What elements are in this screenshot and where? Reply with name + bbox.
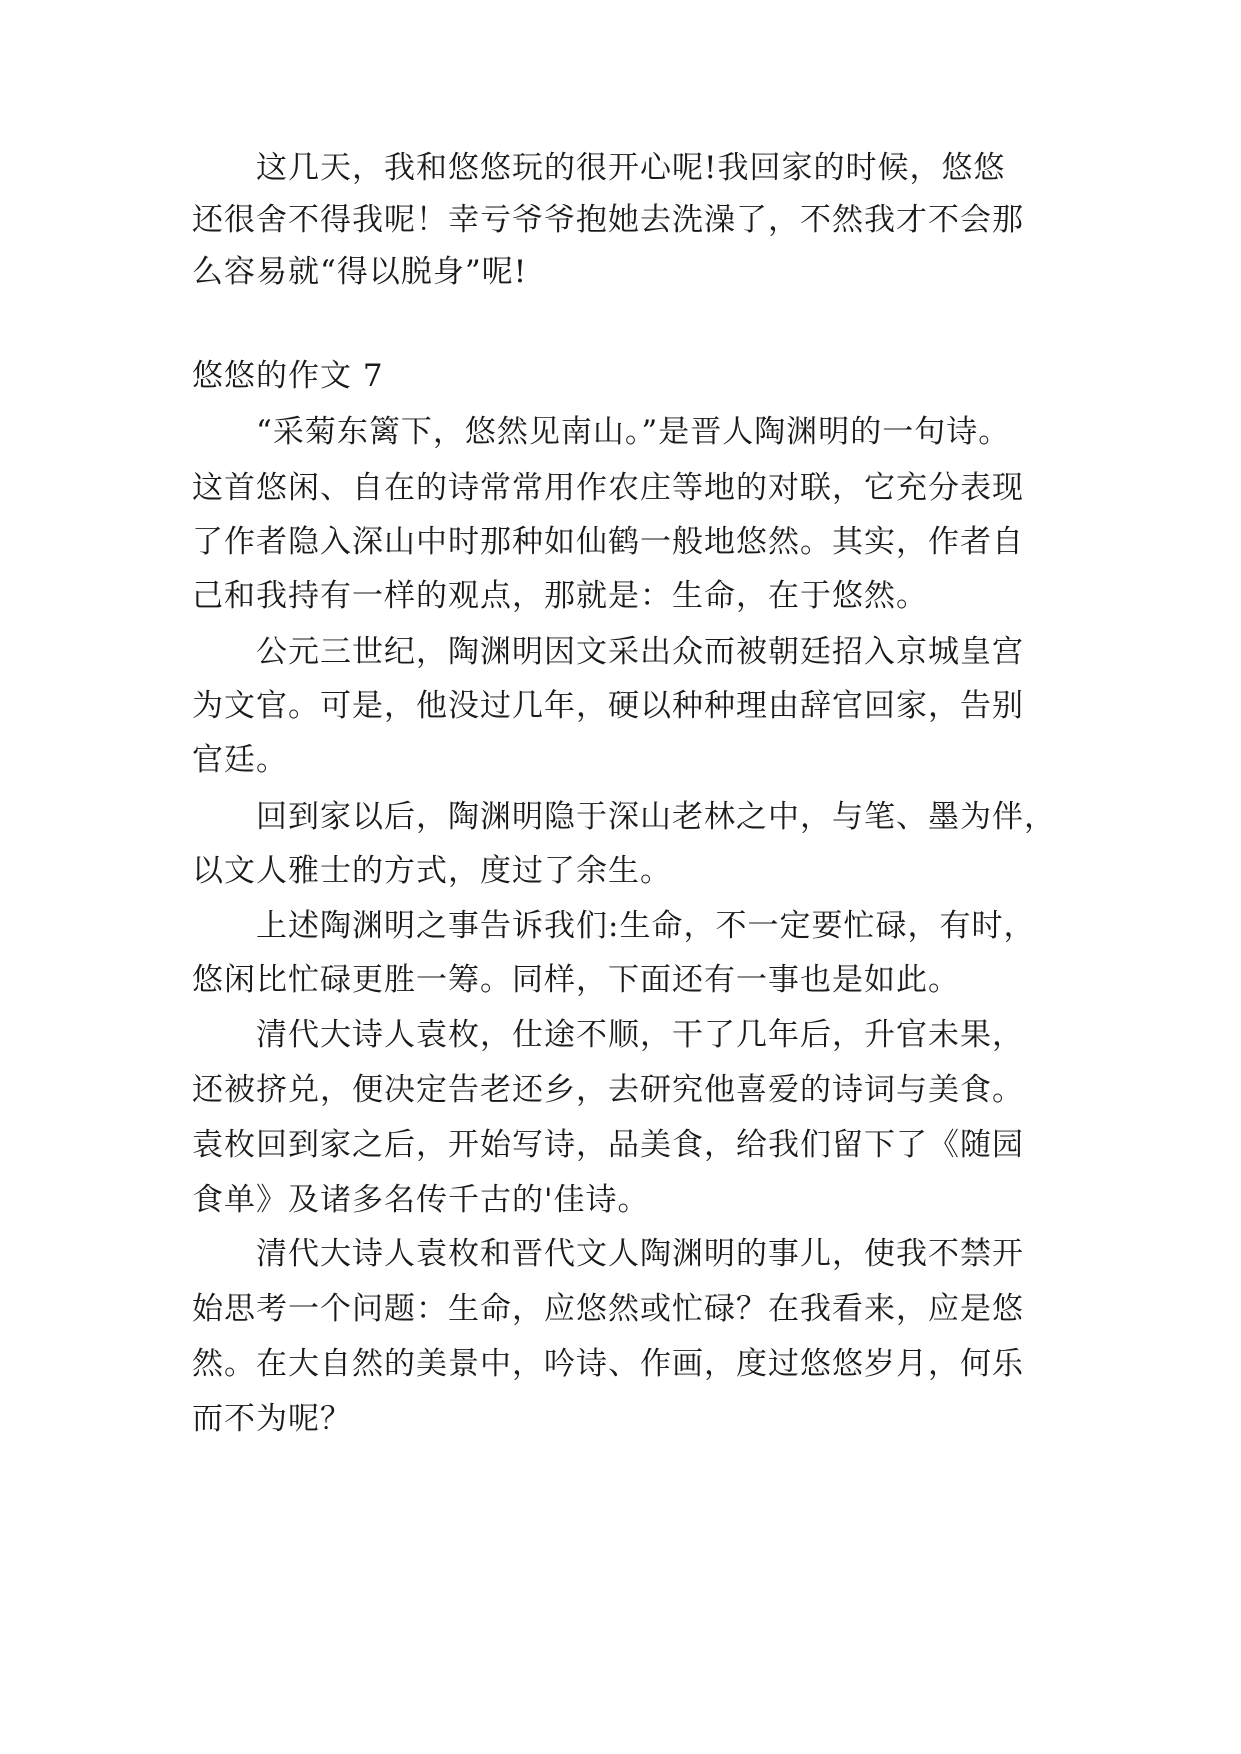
- paragraph-line: 回到家以后，陶渊明隐于深山老林之中，与笔、墨为伴，: [192, 799, 1056, 835]
- paragraph-line: 食单》及诸多名传千古的'佳诗。: [192, 1182, 650, 1218]
- paragraph-line: 己和我持有一样的观点，那就是：生命，在于悠然。: [192, 578, 928, 614]
- paragraph-line: 悠闲比忙碌更胜一筹。同样，下面还有一事也是如此。: [192, 962, 960, 998]
- paragraph-line: “采菊东篱下，悠然见南山。”是晋人陶渊明的一句诗。: [192, 414, 1011, 450]
- paragraph-line: 公元三世纪，陶渊明因文采出众而被朝廷招入京城皇宫: [192, 634, 1024, 670]
- paragraph-line: 官廷。: [192, 742, 288, 778]
- paragraph-line: 了作者隐入深山中时那种如仙鹤一般地悠然。其实，作者自: [192, 524, 1024, 560]
- paragraph-line: 么容易就“得以脱身”呢!: [192, 254, 528, 290]
- paragraph-line: 为文官。可是，他没过几年，硬以种种理由辞官回家，告别: [192, 688, 1024, 724]
- paragraph-line: 清代大诗人袁枚和晋代文人陶渊明的事儿，使我不禁开: [192, 1236, 1024, 1272]
- paragraph-line: 还很舍不得我呢！幸亏爷爷抱她去洗澡了，不然我才不会那: [192, 202, 1024, 238]
- section-title: 悠悠的作文 7: [192, 358, 384, 394]
- paragraph-line: 清代大诗人袁枚，仕途不顺，干了几年后，升官未果，: [192, 1017, 1024, 1053]
- paragraph-line: 上述陶渊明之事告诉我们:生命，不一定要忙碌，有时，: [192, 908, 1036, 944]
- paragraph-line: 袁枚回到家之后，开始写诗，品美食，给我们留下了《随园: [192, 1127, 1024, 1163]
- paragraph-line: 这几天，我和悠悠玩的很开心呢!我回家的时候，悠悠: [192, 150, 1006, 186]
- paragraph-line: 然。在大自然的美景中，吟诗、作画，度过悠悠岁月，何乐: [192, 1346, 1024, 1382]
- paragraph-line: 这首悠闲、自在的诗常常用作农庄等地的对联，它充分表现: [192, 470, 1024, 506]
- paragraph-line: 而不为呢？: [192, 1401, 352, 1437]
- paragraph-line: 以文人雅士的方式，度过了余生。: [192, 853, 672, 889]
- paragraph-line: 始思考一个问题：生命，应悠然或忙碌？在我看来，应是悠: [192, 1291, 1024, 1327]
- paragraph-line: 还被挤兑，便决定告老还乡，去研究他喜爱的诗词与美食。: [192, 1072, 1024, 1108]
